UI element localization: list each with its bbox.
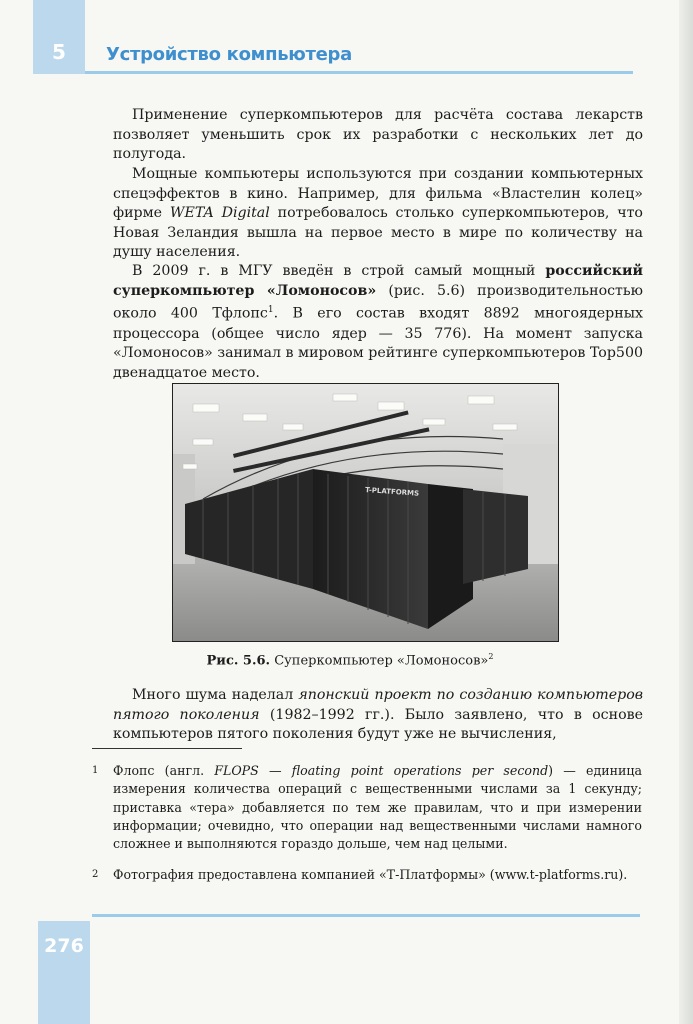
footnote-text: Фотография предоставлена компанией «Т-Платформы» (www.t-platforms.ru). — [113, 867, 628, 882]
figure-caption-text: Суперкомпьютер «Ломоносов» — [270, 653, 489, 669]
paragraph-text: (рис. 5.6) производительностью около 400 Тфлопс — [113, 282, 643, 322]
figure-label: Рис. 5.6. — [206, 653, 271, 669]
paragraph-text: Мощные компьютеры используются при создании компьютерных спецэффектов в кино. Например, для фильма «Властелин колец» фирме — [113, 166, 643, 222]
header-rule — [85, 71, 633, 74]
paragraph-text: потребовалось столько суперкомпьютеров, что Новая Зеландия вышла на первое место в мире по количеству на душу населения. — [113, 205, 643, 261]
paragraph-drug-design — [113, 106, 643, 165]
footnote-mark: 2 — [92, 869, 99, 880]
footer-rule — [92, 914, 640, 917]
footnote-italic: FLOPS — floating point operations per second — [214, 763, 549, 778]
paragraph-fifth-generation — [113, 686, 643, 745]
company-name: WETA Digital — [169, 205, 270, 222]
paragraph-text: . В его состав входят 8892 многоядерных процессора (общее число ядер — 35 776). На момент запуска «Ломоносов» занимал в мировом рейтинге суперкомпьютеров Top500 двенадцатое место. — [113, 305, 643, 381]
footnote-ref: 2 — [488, 652, 494, 661]
server-room-image — [173, 384, 559, 642]
page-number-tab — [38, 921, 90, 1024]
italic-term: японский проект по созданию компьютеров пятого поколения — [113, 687, 644, 723]
paragraph-movie-effects — [113, 165, 643, 263]
footnote-text: Флопс (англ. — [113, 763, 215, 778]
paragraph-lomonosov — [113, 262, 643, 383]
footnote-ref: 1 — [267, 305, 274, 316]
footnote-1 — [92, 762, 642, 853]
paragraph-text: В 2009 г. в МГУ введён в строй самый мощный — [132, 263, 546, 279]
paragraph-text: Применение суперкомпьютеров для расчёта состава лекарств позволяет уменьшить срок их разработки с нескольких лет до полугода. — [113, 107, 643, 163]
footnote-mark: 1 — [92, 765, 99, 776]
page-edge-shadow — [679, 0, 693, 1024]
page-number: 276 — [44, 935, 84, 957]
figure-caption — [120, 652, 580, 668]
chapter-title: Устройство компьютера — [106, 44, 352, 65]
chapter-tab — [33, 0, 85, 74]
chapter-number: 5 — [52, 40, 66, 64]
highlight-term: российский суперкомпьютер «Ломоносов» — [113, 263, 643, 299]
footnote-text: ) — единица измерения количества операций с вещественными числами за 1 секунду; приставка «тера» добавляется по тем же правилам, что и при измерении информации; очевидно, что операции над вещественными числами намного сложнее и выполняются гораздо дольше, чем над целыми. — [113, 763, 642, 852]
footnote-divider — [92, 748, 242, 749]
paragraph-text: (1982–1992 гг.). Было заявлено, что в основе компьютеров пятого поколения будут уже не вычисления, — [113, 706, 644, 743]
supercomputer-photo — [172, 383, 559, 642]
paragraph-text: Много шума наделал — [132, 687, 299, 703]
footnote-2 — [92, 866, 642, 884]
rack-logo: T-PLATFORMS — [364, 486, 420, 498]
